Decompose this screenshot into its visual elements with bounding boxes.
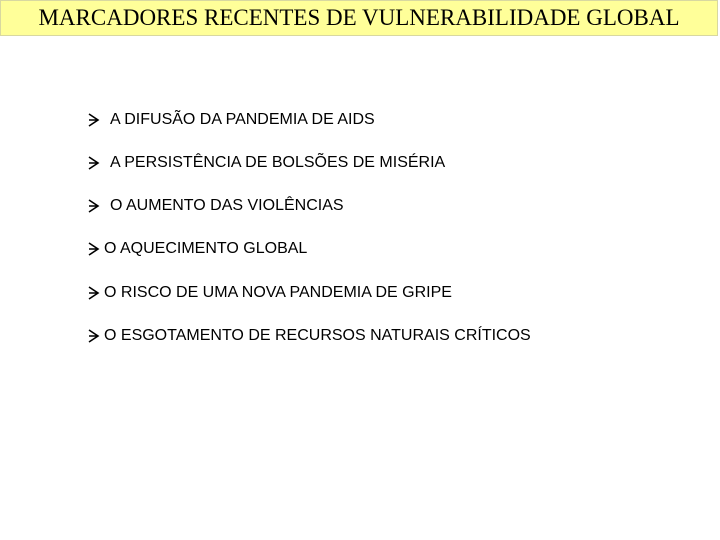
list-item [88,237,307,261]
list-item-label: O AUMENTO DAS VIOLÊNCIAS [110,197,344,214]
list-item [88,108,375,132]
arrow-right-icon [88,155,100,171]
arrow-right-icon [88,285,100,301]
arrow-right-icon [88,112,100,128]
list-item-label: O RISCO DE UMA NOVA PANDEMIA DE GRIPE [104,284,452,301]
title-bar [0,0,718,36]
list-item-label: O AQUECIMENTO GLOBAL [104,240,308,257]
list-item-label: A PERSISTÊNCIA DE BOLSÕES DE MISÉRIA [110,154,446,171]
list-item [88,324,531,348]
slide-title: MARCADORES RECENTES DE VULNERABILIDADE GLOBAL [38,5,680,30]
arrow-right-icon [88,198,100,214]
list-item [88,151,445,175]
arrow-right-icon [88,241,100,257]
list-item [88,194,344,218]
list-item-label: O ESGOTAMENTO DE RECURSOS NATURAIS CRÍTICOS [104,327,531,344]
list-item-label: A DIFUSÃO DA PANDEMIA DE AIDS [110,111,375,128]
arrow-right-icon [88,328,100,344]
list-item [88,281,452,305]
